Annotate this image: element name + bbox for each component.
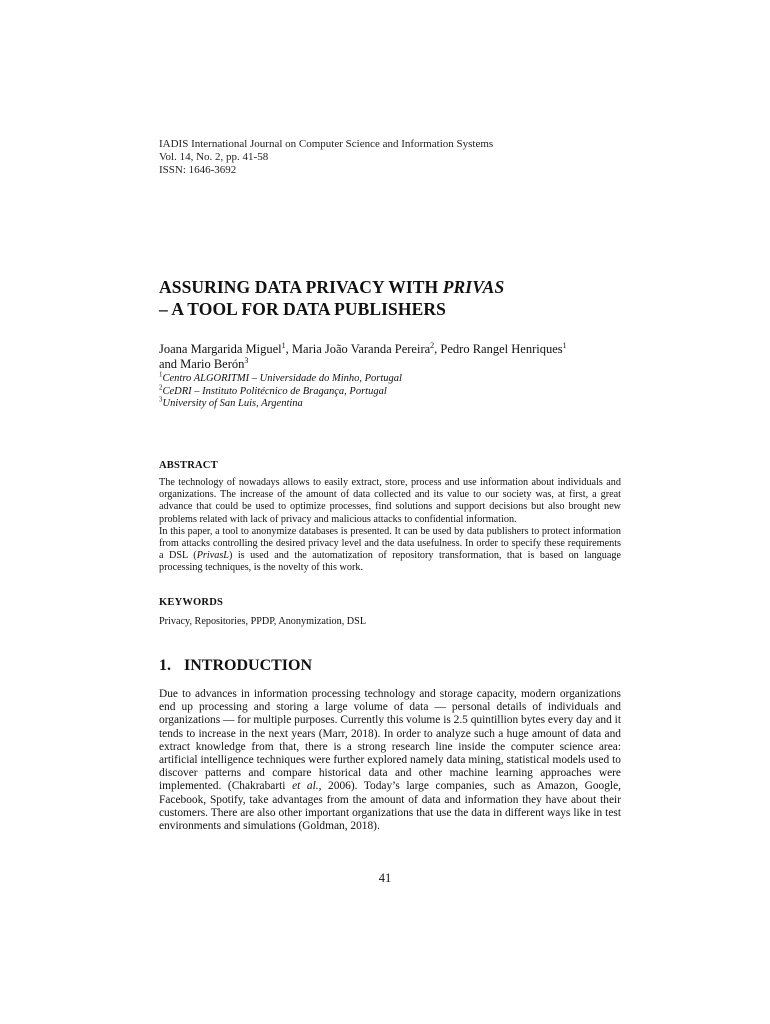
author-affiliation-mark: 2 (430, 340, 435, 350)
author-separator: , (285, 342, 292, 356)
abstract-heading: ABSTRACT (159, 460, 218, 471)
journal-header (159, 138, 493, 177)
affiliation-text: CeDRI – Instituto Politécnico de Bragança, Portugal (162, 385, 387, 397)
section-number: 1. (159, 657, 171, 674)
keywords-text: Privacy, Repositories, PPDP, Anonymization, DSL (159, 616, 367, 627)
abstract-text: ) is used and the automatization of repository transformation, that is based on language processing techniques, is the novelty of this work. (159, 550, 621, 574)
introduction-heading (159, 656, 312, 676)
intro-text: Due to advances in information processing technology and storage capacity, modern organizations end up processing and storing a large volume of data — personal details of individuals and organizations — for multiple purposes. Currently this volume is 2.5 quintillion bytes every day and it tends to increase in the next years (Marr, 2018). In order to analyze such a huge amount of data and extract knowledge from that, there is a strong research line inside the computer science area: artificial intelligence techniques were further explored namely data mining, statistical models used to discover patterns and compare historical data and other machine learning approaches were implemented. (Chakrabarti (159, 688, 621, 793)
author-list (159, 342, 639, 372)
intro-text: , 2006). Today’s large companies, such as Amazon, Google, Facebook, Spotify, take advantages from the amount of data and information they have about their customers. There are also other important organizations that use the data in different ways like in test environments and simulations (Goldman, 2018). (159, 780, 622, 833)
affiliation-item (159, 370, 402, 386)
author-name: Maria João Varanda Pereira (291, 342, 431, 356)
intro-citation-italic: et al. (292, 780, 319, 793)
affiliation-item (159, 395, 402, 411)
author-affiliation-mark: 1 (562, 340, 567, 350)
abstract-paragraph (159, 526, 621, 575)
dsl-name: PrivasL (196, 550, 229, 562)
author-name: Pedro Rangel Henriques (440, 342, 563, 356)
introduction-body (159, 688, 621, 833)
journal-volume: Vol. 14, No. 2, pp. 41-58 (159, 151, 269, 163)
author-name: Joana Margarida Miguel (159, 342, 282, 356)
title-tool-name: PRIVAS (442, 277, 505, 297)
affiliation-text: University of San Luis, Argentina (162, 398, 303, 409)
title-line-1-prefix: ASSURING DATA PRIVACY WITH (159, 277, 443, 297)
title-line-2: – A TOOL FOR DATA PUBLISHERS (159, 299, 446, 319)
journal-issn: ISSN: 1646-3692 (159, 164, 237, 176)
paper-title (159, 276, 629, 320)
abstract-text: In this paper, a tool to anonymize databases is presented. It can be used by data publishers to protect information from attacks controlling the desired privacy level and the data usefulness. In order to specify these requirements a DSL ( (159, 525, 621, 562)
affiliation-number: 3 (159, 395, 163, 404)
affiliation-item (159, 383, 402, 399)
introduction-paragraph (159, 688, 621, 833)
page-number: 41 (378, 871, 392, 885)
author-separator: , (434, 342, 441, 356)
author-affiliation-mark: 1 (281, 340, 286, 350)
abstract-paragraph: The technology of nowadays allows to easily extract, store, process and use information about individuals and organizations. The increase of the amount of data collected and its value to our society was, at first, a great advance that could be used to optimize processes, find solutions and support decisions but also brought new problems related with lack of privacy and malicious attacks to confidential information. (159, 477, 621, 525)
affiliation-list (159, 370, 402, 411)
keywords-heading: KEYWORDS (159, 597, 224, 608)
abstract-body (159, 477, 621, 575)
affiliation-number: 1 (159, 370, 163, 379)
author-name: and Mario Berón (159, 357, 245, 371)
affiliation-number: 2 (159, 383, 163, 391)
section-title: INTRODUCTION (184, 657, 313, 674)
journal-name: IADIS International Journal on Computer Science and Information Systems (159, 138, 494, 150)
affiliation-text: Centro ALGORITMI – Universidade do Minho, Portugal (162, 373, 402, 384)
author-affiliation-mark: 3 (244, 355, 249, 365)
title-line-1 (159, 276, 629, 298)
